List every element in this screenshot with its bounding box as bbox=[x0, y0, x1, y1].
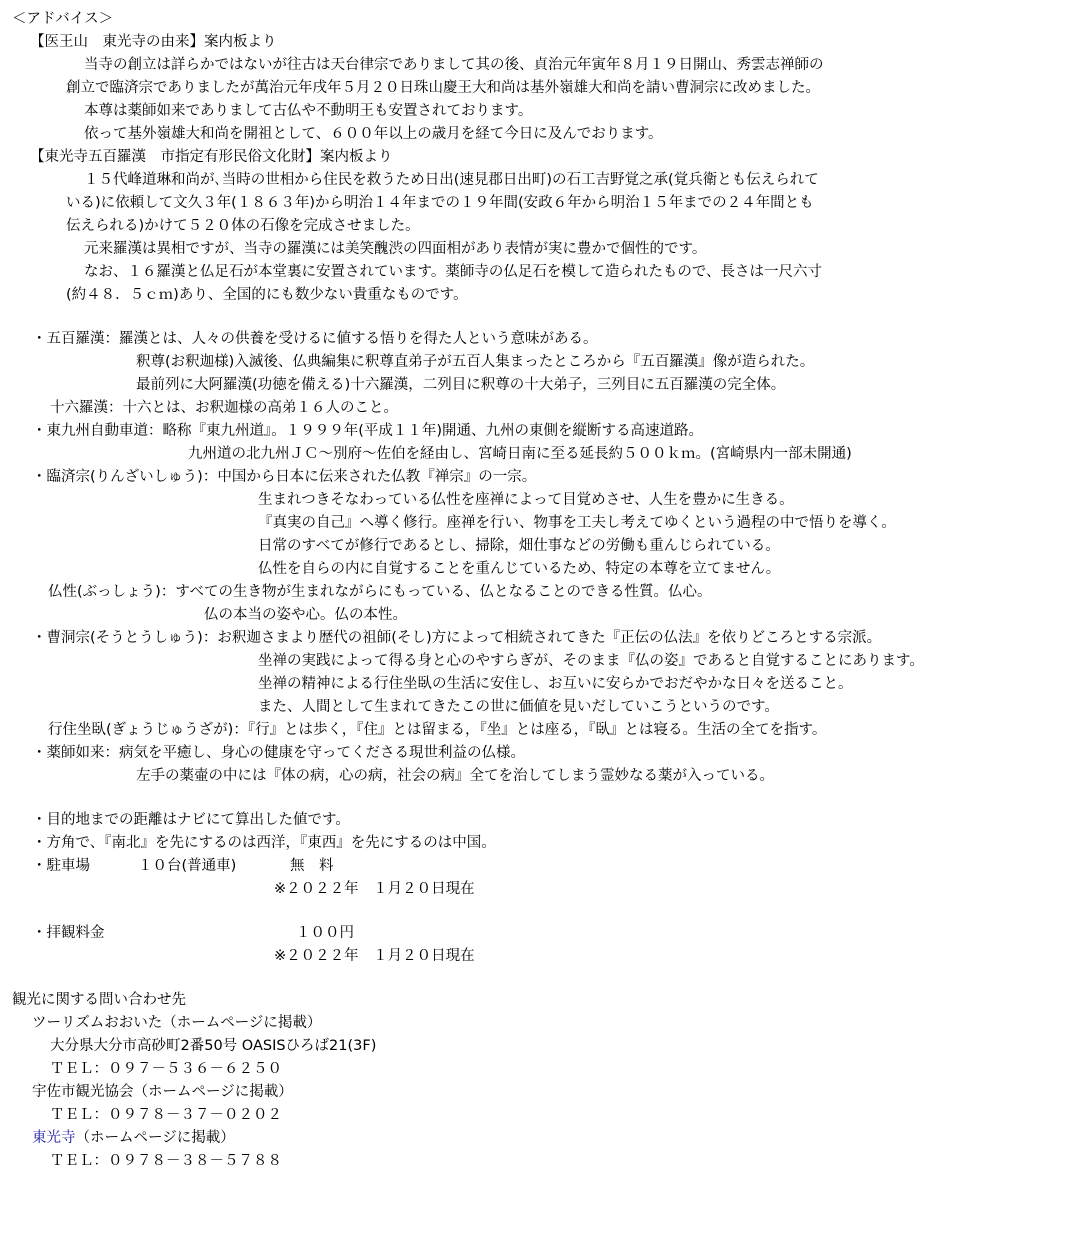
note-line: 左手の薬壷の中には『体の病，心の病，社会の病』全てを治してしまう霊妙なる薬が入っている。 bbox=[136, 768, 774, 784]
parking-label: ・駐車場 bbox=[32, 858, 90, 874]
note-yakushi: ・薬師如来：病気を平癒し、身心の健康を守ってくださる現世利益の仏様。 bbox=[32, 745, 525, 761]
rakan-line: いる)に依頼して文久３年(１８６３年)から明治１４年までの１９年間(安政６年から明治１５年までの２４年間とも bbox=[66, 195, 814, 211]
contact-temple-tel: ＴＥＬ：０９７８－３８－５７８８ bbox=[50, 1153, 282, 1169]
parking-date: ※２０２２年 １月２０日現在 bbox=[274, 881, 475, 897]
note-expressway: ・東九州自動車道：略称『東九州道』。１９９９年(平成１１年)開通、九州の東側を縦断する高速道路。 bbox=[32, 423, 704, 439]
note-bussho: 仏性(ぶっしょう)：すべての生き物が生まれながらにもっている、仏となることのできる性質。仏心。 bbox=[48, 584, 712, 600]
note-line: 坐禅の精神による行住坐臥の生活に安住し、お互いに安らかでおだやかな日々を送ること。 bbox=[258, 676, 853, 692]
info-distance: ・目的地までの距離はナビにて算出した値です。 bbox=[32, 812, 350, 828]
note-gohyaku-rakan: ・五百羅漢：羅漢とは、人々の供養を受けるに値する悟りを得た人という意味がある。 bbox=[32, 331, 598, 347]
note-line: 最前列に大阿羅漢(功徳を備える)十六羅漢，二列目に釈尊の十大弟子，三列目に五百羅漢の完全体。 bbox=[136, 377, 786, 393]
temple-suffix: （ホームページに掲載） bbox=[75, 1130, 235, 1146]
contact-tourism-address: 大分県大分市高砂町2番50号 OASISひろば21(3F) bbox=[50, 1038, 377, 1054]
note-line: 九州道の北九州ＪＣ～別府～佐伯を経由し、宮崎日南に至る延長約５００ｋｍ。(宮崎県内一部未開通) bbox=[188, 446, 852, 462]
note-line: 日常のすべてが修行であるとし、掃除，畑仕事などの労働も重んじられている。 bbox=[258, 538, 780, 554]
history-line: 本尊は薬師如来でありまして古仏や不動明王も安置されております。 bbox=[84, 103, 533, 119]
contact-usa-name: 宇佐市観光協会（ホームページに掲載） bbox=[32, 1084, 293, 1100]
note-line: また、人間として生まれてきたこの世に価値を見いだしていこうというのです。 bbox=[258, 699, 779, 715]
parking-count: １０台(普通車) bbox=[138, 858, 237, 874]
fee-label: ・拝観料金 bbox=[32, 925, 105, 941]
fee-value: １００円 bbox=[296, 925, 354, 941]
temple-homepage-link[interactable]: 東光寺 bbox=[32, 1130, 76, 1146]
contact-title: 観光に関する問い合わせ先 bbox=[12, 992, 186, 1008]
rakan-line: 元来羅漢は異相ですが、当寺の羅漢には美笑醜渋の四面相があり表情が実に豊かで個性的です。 bbox=[84, 241, 707, 257]
history-line: 創立で臨済宗でありましたが萬治元年戌年５月２０日珠山慶王大和尚は基外嶺雄大和尚を請い曹洞宗に改めました。 bbox=[66, 80, 820, 96]
history-title: 【医王山 東光寺の由来】案内板より bbox=[30, 34, 277, 50]
rakan-line: なお、１６羅漢と仏足石が本堂裏に安置されています。薬師寺の仏足石を模して造られたもので、長さは一尺六寸 bbox=[84, 264, 823, 280]
advice-heading: ＜アドバイス＞ bbox=[12, 11, 114, 27]
note-line: 生まれつきそなわっている仏性を座禅によって目覚めさせ、人生を豊かに生きる。 bbox=[258, 492, 794, 508]
note-line: 坐禅の実践によって得る身と心のやすらぎが、そのまま『仏の姿』であると自覚することにあります。 bbox=[258, 653, 924, 669]
fee-date: ※２０２２年 １月２０日現在 bbox=[274, 948, 475, 964]
note-gyoju: 行住坐臥(ぎょうじゅうざが)：『行』とは歩く，『住』とは留まる，『坐』とは座る，『臥』とは寝る。生活の全てを指す。 bbox=[48, 722, 827, 738]
rakan-line: (約４８．５ｃｍ)あり、全国的にも数少ない貴重なものです。 bbox=[66, 287, 468, 303]
contact-tourism-name: ツーリズムおおいた（ホームページに掲載） bbox=[32, 1015, 322, 1031]
note-line: 『真実の自己』へ導く修行。座禅を行い、物事を工夫し考えてゆくという過程の中で悟りを導く。 bbox=[258, 515, 896, 531]
parking-fee: 無 料 bbox=[290, 858, 334, 874]
note-rinzai: ・臨済宗(りんざいしゅう)：中国から日本に伝来された仏教『禅宗』の一宗。 bbox=[32, 469, 537, 485]
history-line: 当寺の創立は詳らかではないが往古は天台律宗でありまして其の後、貞治元年寅年８月１９日開山、秀雲志禅師の bbox=[84, 57, 824, 73]
note-line: 仏性を自らの内に自覚することを重んじているため、特定の本尊を立てません。 bbox=[258, 561, 781, 577]
note-soto: ・曹洞宗(そうとうしゅう)：お釈迦さまより歴代の祖師(そし)方によって相続されてきた『正伝の仏法』を依りどころとする宗派。 bbox=[32, 630, 882, 646]
info-direction: ・方角で、『南北』を先にするのは西洋，『東西』を先にするのは中国。 bbox=[32, 835, 496, 851]
rakan-line: １５代峰道琳和尚が､当時の世相から住民を救うため日出(速見郡日出町)の石工吉野覚之承(覚兵衛とも伝えられて bbox=[84, 172, 819, 188]
rakan-title: 【東光寺五百羅漢 市指定有形民俗文化財】案内板より bbox=[30, 149, 393, 165]
rakan-line: 伝えられる)かけて５２０体の石像を完成させました。 bbox=[66, 218, 420, 234]
note-line: 仏の本当の姿や心。仏の本性。 bbox=[204, 607, 407, 623]
history-line: 依って基外嶺雄大和尚を開祖として、６００年以上の歳月を経て今日に及んでおります。 bbox=[84, 126, 663, 142]
note-line: 釈尊(お釈迦様)入滅後、仏典編集に釈尊直弟子が五百人集まったところから『五百羅漢』像が造られた。 bbox=[136, 354, 815, 370]
contact-usa-tel: ＴＥＬ：０９７８－３７－０２０２ bbox=[50, 1107, 282, 1123]
note-juroku-rakan: 十六羅漢：十六とは、お釈迦様の高弟１６人のこと。 bbox=[50, 400, 398, 416]
contact-tourism-tel: ＴＥＬ：０９７－５３６－６２５０ bbox=[50, 1061, 282, 1077]
contact-temple bbox=[32, 1129, 235, 1147]
